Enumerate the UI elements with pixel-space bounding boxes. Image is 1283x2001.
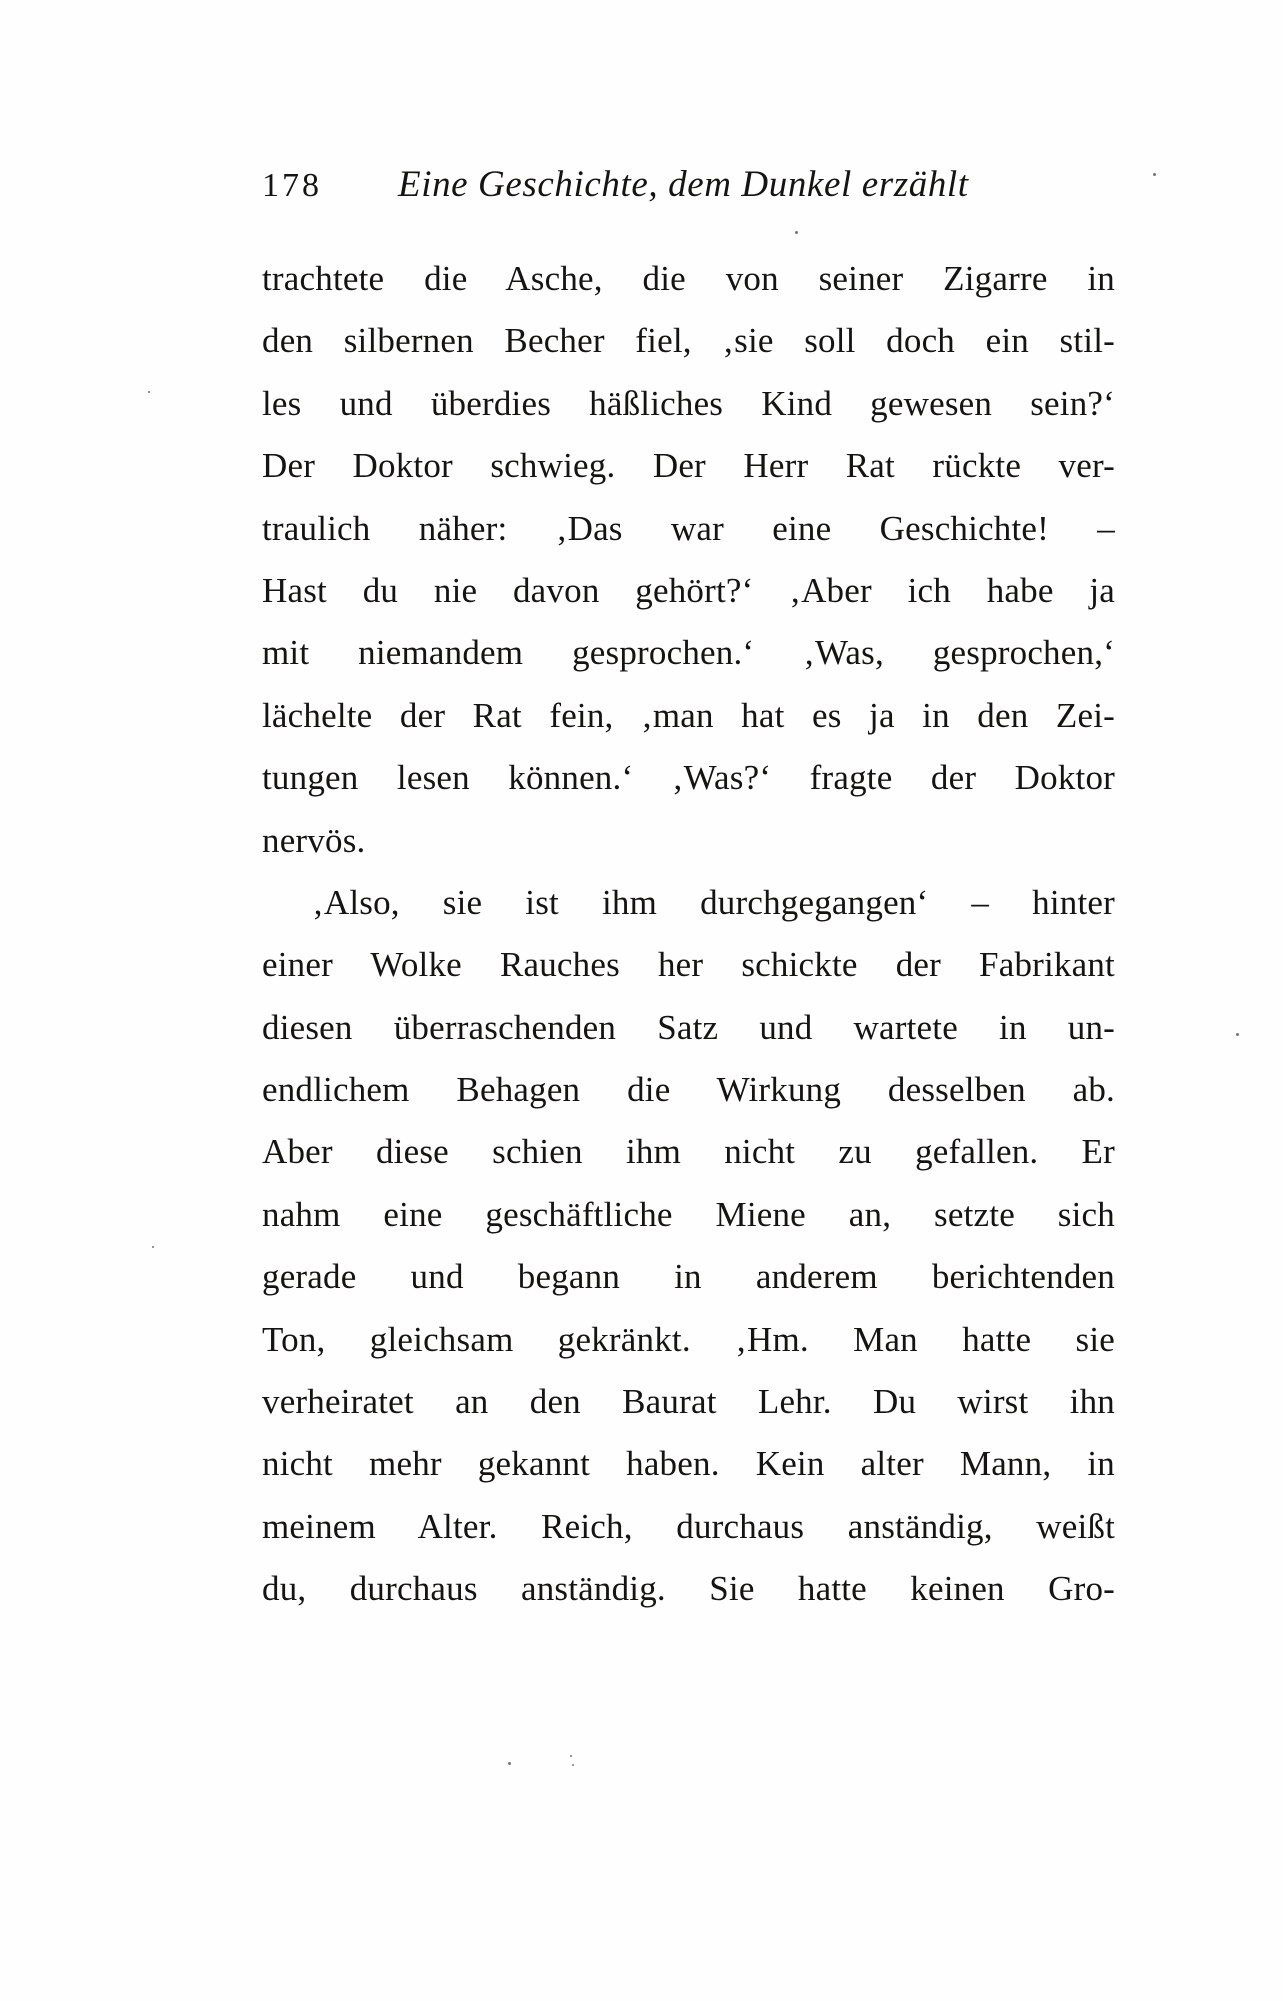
scan-speckle xyxy=(572,1764,574,1766)
text-line: du, durchaus anständig. Sie hatte keinen Gro- xyxy=(262,1569,1115,1609)
text-line: Aber diese schien ihm nicht zu gefallen. Er xyxy=(262,1132,1115,1172)
scan-speckle xyxy=(152,1246,154,1248)
text-line: les und überdies häßliches Kind gewesen sein?‘ xyxy=(262,383,1115,423)
text-line: meinem Alter. Reich, durchaus anständig, weißt xyxy=(262,1506,1115,1546)
text-block xyxy=(262,248,1115,1621)
text-line: mit niemandem gesprochen.‘ ‚Was, gesprochen,‘ xyxy=(262,633,1115,673)
scan-speckle xyxy=(1153,173,1156,176)
scan-speckle xyxy=(1236,1033,1239,1036)
text-line: diesen überraschenden Satz und wartete in un- xyxy=(262,1007,1115,1047)
text-line: nervös. xyxy=(262,820,366,860)
text-line: lächelte der Rat fein, ‚man hat es ja in den Zei- xyxy=(262,695,1115,735)
text-line: endlichem Behagen die Wirkung desselben ab. xyxy=(262,1070,1115,1110)
running-title: Eine Geschichte, dem Dunkel erzählt xyxy=(398,164,969,205)
page-number: 178 xyxy=(262,167,322,204)
text-line: Ton, gleichsam gekränkt. ‚Hm. Man hatte sie xyxy=(262,1319,1115,1359)
scan-speckle xyxy=(795,231,798,234)
text-line: den silbernen Becher fiel, ‚sie soll doch ein stil- xyxy=(262,321,1115,361)
text-line: nahm eine geschäftliche Miene an, setzte sich xyxy=(262,1194,1115,1234)
scan-speckle xyxy=(148,391,150,393)
running-header xyxy=(262,163,1115,206)
text-line: gerade und begann in anderem berichtenden xyxy=(262,1257,1115,1297)
text-line: traulich näher: ‚Das war eine Geschichte! – xyxy=(262,508,1115,548)
text-line: Der Doktor schwieg. Der Herr Rat rückte ver- xyxy=(262,446,1115,486)
text-line: Hast du nie davon gehört?‘ ‚Aber ich habe ja xyxy=(262,570,1115,610)
text-line: tungen lesen können.‘ ‚Was?‘ fragte der Doktor xyxy=(262,758,1115,798)
text-line: verheiratet an den Baurat Lehr. Du wirst ihn xyxy=(262,1382,1115,1422)
scan-speckle xyxy=(508,1762,511,1765)
text-line: einer Wolke Rauches her schickte der Fabrikant xyxy=(262,945,1115,985)
text-line: nicht mehr gekannt haben. Kein alter Mann, in xyxy=(262,1444,1115,1484)
text-line: trachtete die Asche, die von seiner Zigarre in xyxy=(262,259,1115,298)
text-line: ‚Also, sie ist ihm durchgegangen‘ – hinter xyxy=(312,882,1115,922)
scan-speckle xyxy=(570,1755,572,1757)
